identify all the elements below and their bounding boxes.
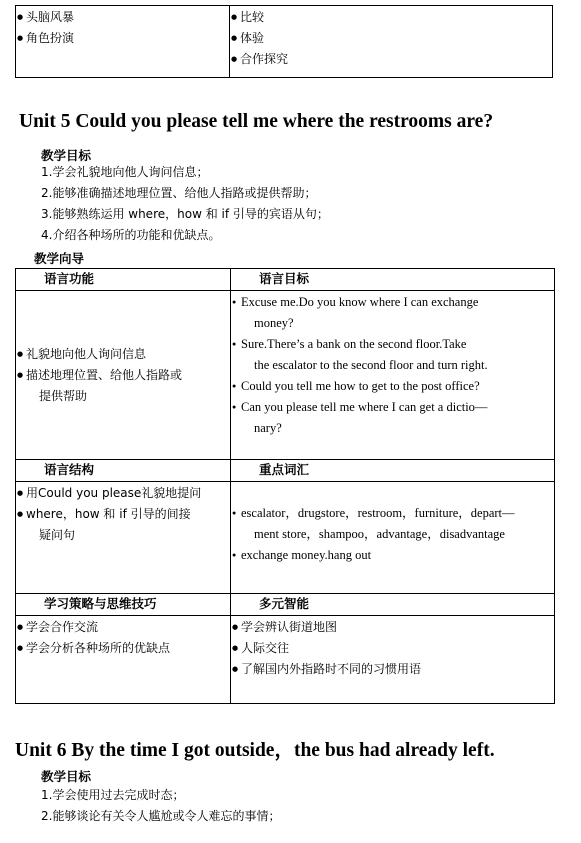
bullet-item: ● where，how 和 if 引导的间接 疑问句 — [17, 504, 230, 546]
bullet-item: ● 用Could you please礼貌地提问 — [17, 483, 230, 504]
key-vocabulary-list — [232, 503, 554, 566]
bullet-item: ● 角色扮演 — [17, 28, 229, 49]
unit5-objectives — [41, 162, 329, 246]
bullet-item: ● 学会合作交流 — [17, 617, 230, 638]
bullet-item: ● Can you please tell me where I can get a dictio— nary? — [232, 397, 554, 439]
top-table-left-cell — [16, 6, 230, 78]
objective-item: 3.能够熟练运用 where，how 和 if 引导的宾语从句； — [41, 207, 329, 221]
header-language-function: 语言功能 — [16, 269, 231, 291]
language-function-list — [17, 344, 230, 407]
bullet-item: ● Excuse me.Do you know where I can exchange money? — [232, 292, 554, 334]
unit5-guide-heading: 教学向导 — [34, 251, 85, 266]
objective-item: 1.学会使用过去完成时态； — [41, 788, 185, 802]
bullet-item: ● 了解国内外指路时不同的习惯用语 — [232, 659, 554, 680]
unit6-objectives — [41, 785, 280, 827]
bullet-item: ● Sure.There’s a bank on the second floor.Take the escalator to the second floor and turn right. — [232, 334, 554, 376]
objective-item: 4.介绍各种场所的功能和优缺点。 — [41, 228, 221, 242]
top-table — [15, 5, 553, 78]
bullet-item: ● 合作探究 — [231, 49, 552, 70]
header-multiple-intelligence: 多元智能 — [231, 594, 555, 616]
bullet-item: ● escalator，drugstore，restroom，furniture，depart— ment store，shampoo，advantage，disadvantage — [232, 503, 554, 545]
bullet-item: ● Could you tell me how to get to the post office? — [232, 376, 554, 397]
multiple-intelligence-cell — [231, 616, 555, 704]
learning-strategy-list — [17, 617, 230, 659]
top-left-list — [17, 7, 229, 49]
bullet-item: ● 人际交往 — [232, 638, 554, 659]
language-structure-list — [17, 483, 230, 546]
language-goal-list — [232, 292, 554, 439]
unit5-title: Unit 5 Could you please tell me where the restrooms are? — [19, 111, 494, 132]
top-right-list — [231, 7, 552, 70]
language-structure-cell — [16, 482, 231, 594]
bullet-item: ● 描述地理位置、给他人指路或 提供帮助 — [17, 365, 230, 407]
key-vocabulary-cell — [231, 482, 555, 594]
unit6-objectives-heading: 教学目标 — [41, 769, 92, 784]
unit5-table — [15, 268, 555, 704]
bullet-item: ● 学会分析各种场所的优缺点 — [17, 638, 230, 659]
header-language-structure: 语言结构 — [16, 460, 231, 482]
bullet-item: ● 学会辨认街道地图 — [232, 617, 554, 638]
language-function-cell — [16, 291, 231, 460]
bullet-item: ● 体验 — [231, 28, 552, 49]
multiple-intelligence-list — [232, 617, 554, 680]
unit6-title: Unit 6 By the time I got outside，the bus had already left. — [15, 740, 495, 761]
header-key-vocabulary: 重点词汇 — [231, 460, 555, 482]
top-table-right-cell — [230, 6, 553, 78]
objective-item: 1.学会礼貌地向他人询问信息； — [41, 165, 209, 179]
objective-item: 2.能够谈论有关令人尴尬或令人难忘的事情； — [41, 809, 281, 823]
bullet-item: ● 头脑风暴 — [17, 7, 229, 28]
header-learning-strategy: 学习策略与思维技巧 — [16, 594, 231, 616]
bullet-item: ● 礼貌地向他人询问信息 — [17, 344, 230, 365]
language-goal-cell — [231, 291, 555, 460]
unit5-objectives-heading: 教学目标 — [41, 148, 92, 163]
objective-item: 2.能够准确描述地理位置、给他人指路或提供帮助； — [41, 186, 317, 200]
bullet-item: ● exchange money.hang out — [232, 545, 554, 566]
learning-strategy-cell — [16, 616, 231, 704]
header-language-goal: 语言目标 — [231, 269, 555, 291]
bullet-item: ● 比较 — [231, 7, 552, 28]
